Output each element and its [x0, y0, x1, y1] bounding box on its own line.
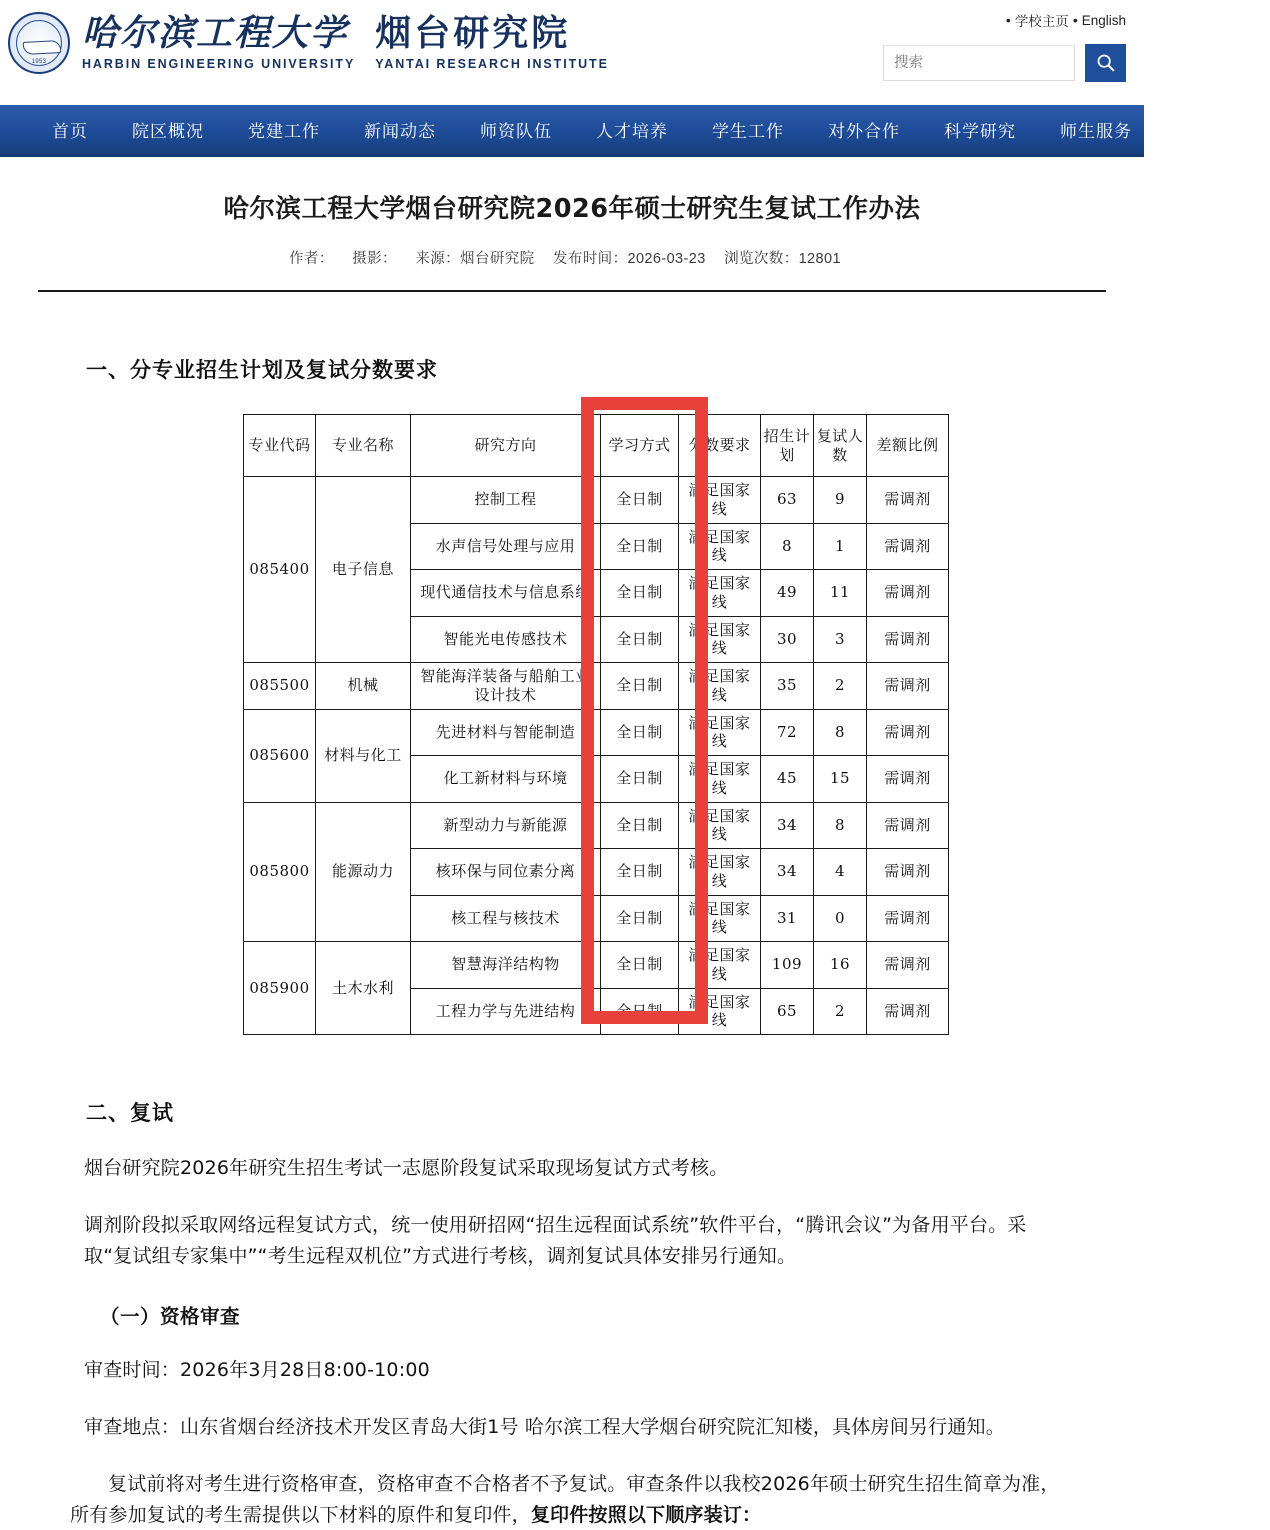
university-crest-icon: [8, 12, 70, 74]
cell-admission-plan: 34: [761, 849, 814, 896]
cell-major-name: 能源动力: [316, 802, 411, 942]
cell-admission-plan: 49: [761, 570, 814, 617]
site-header: [0, 0, 1144, 105]
cell-diff-ratio: 需调剂: [867, 802, 949, 849]
col-header-study-mode: 学习方式: [601, 415, 679, 477]
cell-admission-plan: 35: [761, 663, 814, 710]
cell-score-req: 满足国家线: [679, 849, 761, 896]
bullet-icon: •: [1005, 12, 1011, 28]
cell-diff-ratio: 需调剂: [867, 570, 949, 617]
cell-research-dir: 先进材料与智能制造: [411, 709, 601, 756]
header-divider: [38, 290, 1106, 292]
section2-paragraph-2: 调剂阶段拟采取网络远程复试方式，统一使用研招网“招生远程面试系统”软件平台，“腾讯会议”为备用平台。采取“复试组专家集中”“考生远程双机位”方式进行考核，调剂复试具体安排另行通知。: [84, 1213, 1027, 1267]
cell-score-req: 满足国家线: [679, 709, 761, 756]
cell-study-mode: 全日制: [601, 849, 679, 896]
admission-plan-table: [243, 414, 949, 1035]
nav-item-contact[interactable]: 联系我们: [1176, 122, 1248, 142]
article-body: [0, 354, 1144, 1530]
meta-source: 来源：烟台研究院: [415, 251, 535, 267]
cell-admission-plan: 72: [761, 709, 814, 756]
cell-major-code: 085600: [244, 709, 316, 802]
nav-item-cooperation[interactable]: 对外合作: [828, 122, 900, 142]
review-note-text: 复试前将对考生进行资格审查，资格审查不合格者不予复试。审查条件以我校2026年硕士研究生招生简章为准，所有参加复试的考生需提供以下材料的原件和复印件，: [70, 1472, 1060, 1526]
crest-year: 1953: [31, 59, 47, 65]
wordmark-cn-main: 哈尔滨工程大学: [82, 12, 349, 55]
nav-item-research[interactable]: 科学研究: [944, 122, 1016, 142]
cell-retest-count: 2: [814, 988, 867, 1035]
col-header-retest-count: 复试人数: [814, 415, 867, 477]
cell-diff-ratio: 需调剂: [867, 942, 949, 989]
article-header: [0, 157, 1144, 292]
cell-diff-ratio: 需调剂: [867, 477, 949, 524]
table-body: [244, 477, 949, 1035]
cell-score-req: 满足国家线: [679, 523, 761, 570]
table-row: [244, 709, 949, 756]
search-input[interactable]: [883, 45, 1075, 81]
admission-plan-table-wrapper: [70, 414, 1074, 1035]
cell-study-mode: 全日制: [601, 709, 679, 756]
cell-study-mode: 全日制: [601, 477, 679, 524]
cell-diff-ratio: 需调剂: [867, 663, 949, 710]
subsection-heading-qualification-review: （一）资格审查: [100, 1305, 241, 1329]
cell-score-req: 满足国家线: [679, 895, 761, 942]
table-row: [244, 477, 949, 524]
cell-major-name: 电子信息: [316, 477, 411, 663]
section2-paragraph-1: 烟台研究院2026年研究生招生考试一志愿阶段复试采取现场复试方式考核。: [84, 1157, 729, 1179]
cell-score-req: 满足国家线: [679, 570, 761, 617]
site-logo[interactable]: [8, 12, 609, 74]
section-heading-1: 一、分专业招生计划及复试分数要求: [86, 358, 438, 382]
bullet-icon: •: [1072, 12, 1078, 28]
cell-study-mode: 全日制: [601, 756, 679, 803]
header-utilities: [826, 10, 1126, 82]
cell-retest-count: 16: [814, 942, 867, 989]
nav-item-services[interactable]: 师生服务: [1060, 122, 1132, 142]
cell-major-name: 机械: [316, 663, 411, 710]
cell-study-mode: 全日制: [601, 663, 679, 710]
cell-research-dir: 核工程与核技术: [411, 895, 601, 942]
top-links: [826, 10, 1126, 30]
top-link-school-home[interactable]: 学校主页: [1014, 14, 1069, 29]
wordmark: [82, 12, 609, 71]
cell-score-req: 满足国家线: [679, 477, 761, 524]
col-header-admission-plan: 招生计划: [761, 415, 814, 477]
cell-retest-count: 4: [814, 849, 867, 896]
top-link-english[interactable]: English: [1081, 12, 1126, 28]
cell-research-dir: 化工新材料与环境: [411, 756, 601, 803]
cell-score-req: 满足国家线: [679, 988, 761, 1035]
meta-author: 作者：: [289, 251, 334, 267]
cell-retest-count: 0: [814, 895, 867, 942]
cell-diff-ratio: 需调剂: [867, 616, 949, 663]
cell-major-name: 材料与化工: [316, 709, 411, 802]
cell-research-dir: 智能光电传感技术: [411, 616, 601, 663]
cell-admission-plan: 31: [761, 895, 814, 942]
table-row: [244, 663, 949, 710]
cell-diff-ratio: 需调剂: [867, 988, 949, 1035]
cell-research-dir: 智能海洋装备与船舶工业设计技术: [411, 663, 601, 710]
cell-major-code: 085400: [244, 477, 316, 663]
cell-admission-plan: 65: [761, 988, 814, 1035]
cell-score-req: 满足国家线: [679, 663, 761, 710]
review-time: 审查时间：2026年3月28日8:00-10:00: [84, 1359, 430, 1382]
col-header-score-req: 分数要求: [679, 415, 761, 477]
cell-score-req: 满足国家线: [679, 942, 761, 989]
wordmark-cn-sub: 烟台研究院: [375, 12, 571, 55]
cell-admission-plan: 45: [761, 756, 814, 803]
cell-score-req: 满足国家线: [679, 616, 761, 663]
cell-admission-plan: 30: [761, 616, 814, 663]
cell-score-req: 满足国家线: [679, 802, 761, 849]
cell-research-dir: 控制工程: [411, 477, 601, 524]
nav-item-education[interactable]: 人才培养: [596, 122, 668, 142]
nav-item-faculty[interactable]: 师资队伍: [480, 122, 552, 142]
cell-retest-count: 8: [814, 802, 867, 849]
col-header-diff-ratio: 差额比例: [867, 415, 949, 477]
cell-research-dir: 新型动力与新能源: [411, 802, 601, 849]
page-title: 哈尔滨工程大学烟台研究院2026年硕士研究生复试工作办法: [223, 194, 921, 224]
cell-retest-count: 2: [814, 663, 867, 710]
cell-major-code: 085900: [244, 942, 316, 1035]
meta-views: 浏览次数：12801: [724, 251, 841, 267]
cell-study-mode: 全日制: [601, 570, 679, 617]
nav-item-party-work[interactable]: 党建工作: [248, 122, 320, 142]
wordmark-university: [82, 12, 356, 71]
cell-retest-count: 11: [814, 570, 867, 617]
table-row: [244, 802, 949, 849]
cell-research-dir: 核环保与同位素分离: [411, 849, 601, 896]
cell-admission-plan: 34: [761, 802, 814, 849]
review-place: 审查地点：山东省烟台经济技术开发区青岛大街1号 哈尔滨工程大学烟台研究院汇知楼，具体房间另行通知。: [84, 1416, 1005, 1439]
cell-study-mode: 全日制: [601, 802, 679, 849]
cell-research-dir: 现代通信技术与信息系统: [411, 570, 601, 617]
cell-retest-count: 9: [814, 477, 867, 524]
section-heading-2: 二、复试: [86, 1101, 174, 1125]
nav-item-overview[interactable]: 院区概况: [132, 122, 204, 142]
cell-major-code: 085800: [244, 802, 316, 942]
col-header-major-name: 专业名称: [316, 415, 411, 477]
cell-study-mode: 全日制: [601, 942, 679, 989]
wordmark-institute: [375, 12, 609, 71]
meta-publish-time: 发布时间：2026-03-23: [552, 251, 706, 267]
cell-diff-ratio: 需调剂: [867, 523, 949, 570]
nav-item-student-affairs[interactable]: 学生工作: [712, 122, 784, 142]
cell-study-mode: 全日制: [601, 988, 679, 1035]
cell-study-mode: 全日制: [601, 616, 679, 663]
cell-major-code: 085500: [244, 663, 316, 710]
wordmark-en-sub: YANTAI RESEARCH INSTITUTE: [375, 56, 609, 71]
cell-retest-count: 15: [814, 756, 867, 803]
article-meta: [0, 247, 1144, 268]
cell-retest-count: 1: [814, 523, 867, 570]
col-header-research-dir: 研究方向: [411, 415, 601, 477]
cell-retest-count: 8: [814, 709, 867, 756]
nav-item-home[interactable]: 首页: [52, 122, 88, 142]
cell-diff-ratio: 需调剂: [867, 849, 949, 896]
cell-major-name: 土木水利: [316, 942, 411, 1035]
meta-photographer: 摄影：: [352, 251, 397, 267]
table-header-row: [244, 415, 949, 477]
cell-research-dir: 智慧海洋结构物: [411, 942, 601, 989]
cell-study-mode: 全日制: [601, 523, 679, 570]
cell-diff-ratio: 需调剂: [867, 895, 949, 942]
main-navigation: [0, 105, 1248, 157]
cell-admission-plan: 109: [761, 942, 814, 989]
cell-admission-plan: 8: [761, 523, 814, 570]
search-bar: [826, 44, 1126, 82]
cell-research-dir: 水声信号处理与应用: [411, 523, 601, 570]
wordmark-en-main: HARBIN ENGINEERING UNIVERSITY: [82, 56, 356, 71]
cell-admission-plan: 63: [761, 477, 814, 524]
nav-item-news[interactable]: 新闻动态: [364, 122, 436, 142]
table-row: [244, 942, 949, 989]
cell-diff-ratio: 需调剂: [867, 709, 949, 756]
cell-research-dir: 工程力学与先进结构: [411, 988, 601, 1035]
review-note: [70, 1469, 1074, 1530]
cell-diff-ratio: 需调剂: [867, 756, 949, 803]
col-header-major-code: 专业代码: [244, 415, 316, 477]
review-note-emphasis: 复印件按照以下顺序装订：: [530, 1503, 762, 1526]
search-icon: [1095, 52, 1117, 74]
search-button[interactable]: [1085, 44, 1126, 82]
cell-score-req: 满足国家线: [679, 756, 761, 803]
cell-study-mode: 全日制: [601, 895, 679, 942]
cell-retest-count: 3: [814, 616, 867, 663]
